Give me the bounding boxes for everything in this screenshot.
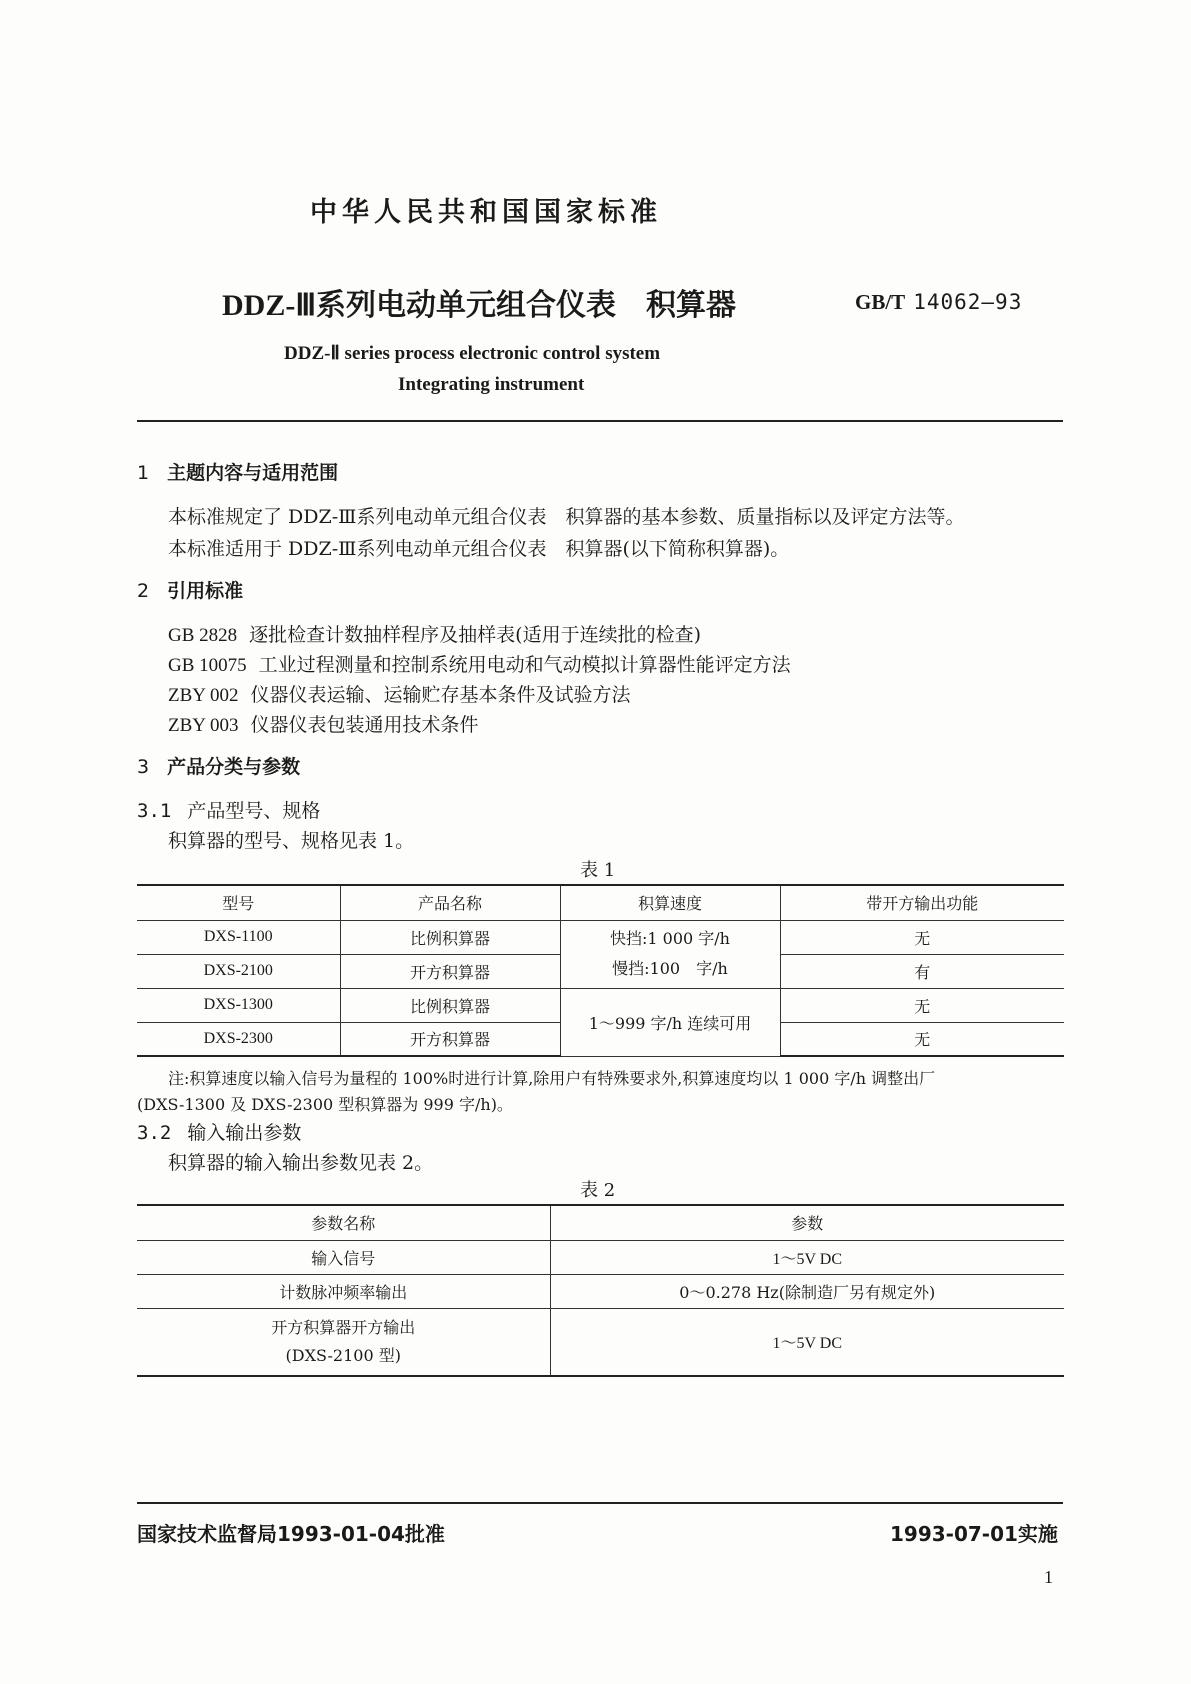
subsection-3-1-heading xyxy=(137,796,320,823)
title-latin: DDZ-Ⅲ xyxy=(222,289,317,322)
standard-number xyxy=(855,290,1022,315)
reference-code: GB 10075 xyxy=(168,655,247,676)
cell-parameter-value: 1～5V DC xyxy=(550,1308,1064,1376)
english-title-line1: DDZ-Ⅱ series process electronic control system xyxy=(284,343,661,364)
cell-parameter-value: 0～0.278 Hz(除制造厂另有规定外) xyxy=(550,1274,1064,1308)
reference-title: 逐批检查计数抽样程序及抽样表(适用于连续批的检查) xyxy=(249,624,701,646)
cell-product-name: 开方积算器 xyxy=(340,1022,560,1056)
subsection-3-2-heading xyxy=(137,1118,301,1145)
cell-parameter-name: 输入信号 xyxy=(137,1240,550,1274)
subsection-number: 3.1 xyxy=(137,800,172,822)
reference-code: GB 2828 xyxy=(168,625,238,646)
column-header-product-name: 产品名称 xyxy=(340,885,560,920)
cell-speed-group-1 xyxy=(560,920,780,988)
section-number: 1 xyxy=(137,462,150,484)
section-number: 2 xyxy=(137,580,150,602)
reference-item xyxy=(168,620,701,647)
cell-sqrt-output: 无 xyxy=(780,988,1064,1022)
cell-speed-group-2: 1～999 字/h 连续可用 xyxy=(560,988,780,1056)
subsection-3-2-paragraph: 积算器的输入输出参数见表 2。 xyxy=(168,1152,434,1174)
reference-title: 仪器仪表运输、运输贮存基本条件及试验方法 xyxy=(250,684,631,706)
table-1-note-line2: (DXS-1300 及 DXS-2300 型积算器为 999 字/h)。 xyxy=(137,1095,513,1114)
section-title: 产品分类与参数 xyxy=(167,756,301,778)
document-title xyxy=(222,280,736,324)
parameter-name-line2: (DXS-2100 型) xyxy=(285,1345,401,1365)
section-1-heading xyxy=(137,458,338,485)
table-2-caption: 表 2 xyxy=(580,1180,616,1201)
column-header-speed: 积算速度 xyxy=(560,885,780,920)
reference-item xyxy=(168,710,479,737)
standard-code: 14062—93 xyxy=(913,290,1023,314)
subsection-3-1-paragraph: 积算器的型号、规格见表 1。 xyxy=(168,830,415,852)
table-2 xyxy=(137,1204,1064,1377)
table-row xyxy=(137,988,1064,1022)
table-row xyxy=(137,1308,1064,1376)
cell-product-name: 开方积算器 xyxy=(340,954,560,988)
speed-slow: 慢挡:100 字/h xyxy=(612,959,728,978)
subsection-number: 3.2 xyxy=(137,1122,172,1144)
cell-model: DXS-1300 xyxy=(137,988,340,1022)
table-1 xyxy=(137,884,1064,1057)
cell-model: DXS-2300 xyxy=(137,1022,340,1056)
title-chinese: 系列电动单元组合仪表 积算器 xyxy=(316,288,737,323)
column-header-model: 型号 xyxy=(137,885,340,920)
cell-sqrt-output: 有 xyxy=(780,954,1064,988)
column-header-sqrt-output: 带开方输出功能 xyxy=(780,885,1064,920)
page-number: 1 xyxy=(1044,1567,1053,1587)
cell-product-name: 比例积算器 xyxy=(340,988,560,1022)
cell-parameter-name xyxy=(137,1308,550,1376)
cell-model: DXS-1100 xyxy=(137,920,340,954)
effective-date: 1993-07-01实施 xyxy=(890,1522,1058,1546)
standard-prefix: GB/T xyxy=(855,290,906,314)
reference-title: 仪器仪表包装通用技术条件 xyxy=(250,714,479,736)
cell-parameter-name: 计数脉冲频率输出 xyxy=(137,1274,550,1308)
cell-sqrt-output: 无 xyxy=(780,920,1064,954)
subsection-title: 产品型号、规格 xyxy=(187,800,321,822)
table-header-row xyxy=(137,885,1064,920)
section-3-heading xyxy=(137,752,300,779)
section-2-heading xyxy=(137,576,243,603)
section-1-paragraph-2: 本标准适用于 DDZ-Ⅲ系列电动单元组合仪表 积算器(以下简称积算器)。 xyxy=(168,538,790,560)
reference-item xyxy=(168,650,791,677)
column-header-parameter: 参数 xyxy=(550,1205,1064,1240)
reference-item xyxy=(168,680,631,707)
table-row xyxy=(137,1274,1064,1308)
section-title: 引用标准 xyxy=(167,580,244,602)
table-1-note-line1: 注:积算速度以输入信号为量程的 100%时进行计算,除用户有特殊要求外,积算速度均以 1 000 字/h 调整出厂 xyxy=(168,1069,936,1088)
footer-divider xyxy=(137,1502,1063,1504)
table-1-caption: 表 1 xyxy=(580,860,616,881)
table-header-row xyxy=(137,1205,1064,1240)
column-header-parameter-name: 参数名称 xyxy=(137,1205,550,1240)
section-1-paragraph-1: 本标准规定了 DDZ-Ⅲ系列电动单元组合仪表 积算器的基本参数、质量指标以及评定方法等。 xyxy=(168,506,965,528)
section-title: 主题内容与适用范围 xyxy=(167,462,339,484)
approval-date: 国家技术监督局1993-01-04批准 xyxy=(137,1522,445,1546)
speed-fast: 快挡:1 000 字/h xyxy=(610,929,730,948)
subsection-title: 输入输出参数 xyxy=(187,1122,302,1144)
cell-product-name: 比例积算器 xyxy=(340,920,560,954)
english-title-line2: Integrating instrument xyxy=(398,374,585,395)
cell-sqrt-output: 无 xyxy=(780,1022,1064,1056)
cell-model: DXS-2100 xyxy=(137,954,340,988)
national-standard-heading: 中华人民共和国国家标准 xyxy=(310,197,662,228)
table-row xyxy=(137,1240,1064,1274)
header-divider xyxy=(137,420,1063,422)
reference-code: ZBY 003 xyxy=(168,715,239,736)
reference-code: ZBY 002 xyxy=(168,685,239,706)
table-row xyxy=(137,920,1064,954)
parameter-name-line1: 开方积算器开方输出 xyxy=(271,1317,416,1337)
section-number: 3 xyxy=(137,756,150,778)
reference-title: 工业过程测量和控制系统用电动和气动模拟计算器性能评定方法 xyxy=(258,654,791,676)
cell-parameter-value: 1～5V DC xyxy=(550,1240,1064,1274)
